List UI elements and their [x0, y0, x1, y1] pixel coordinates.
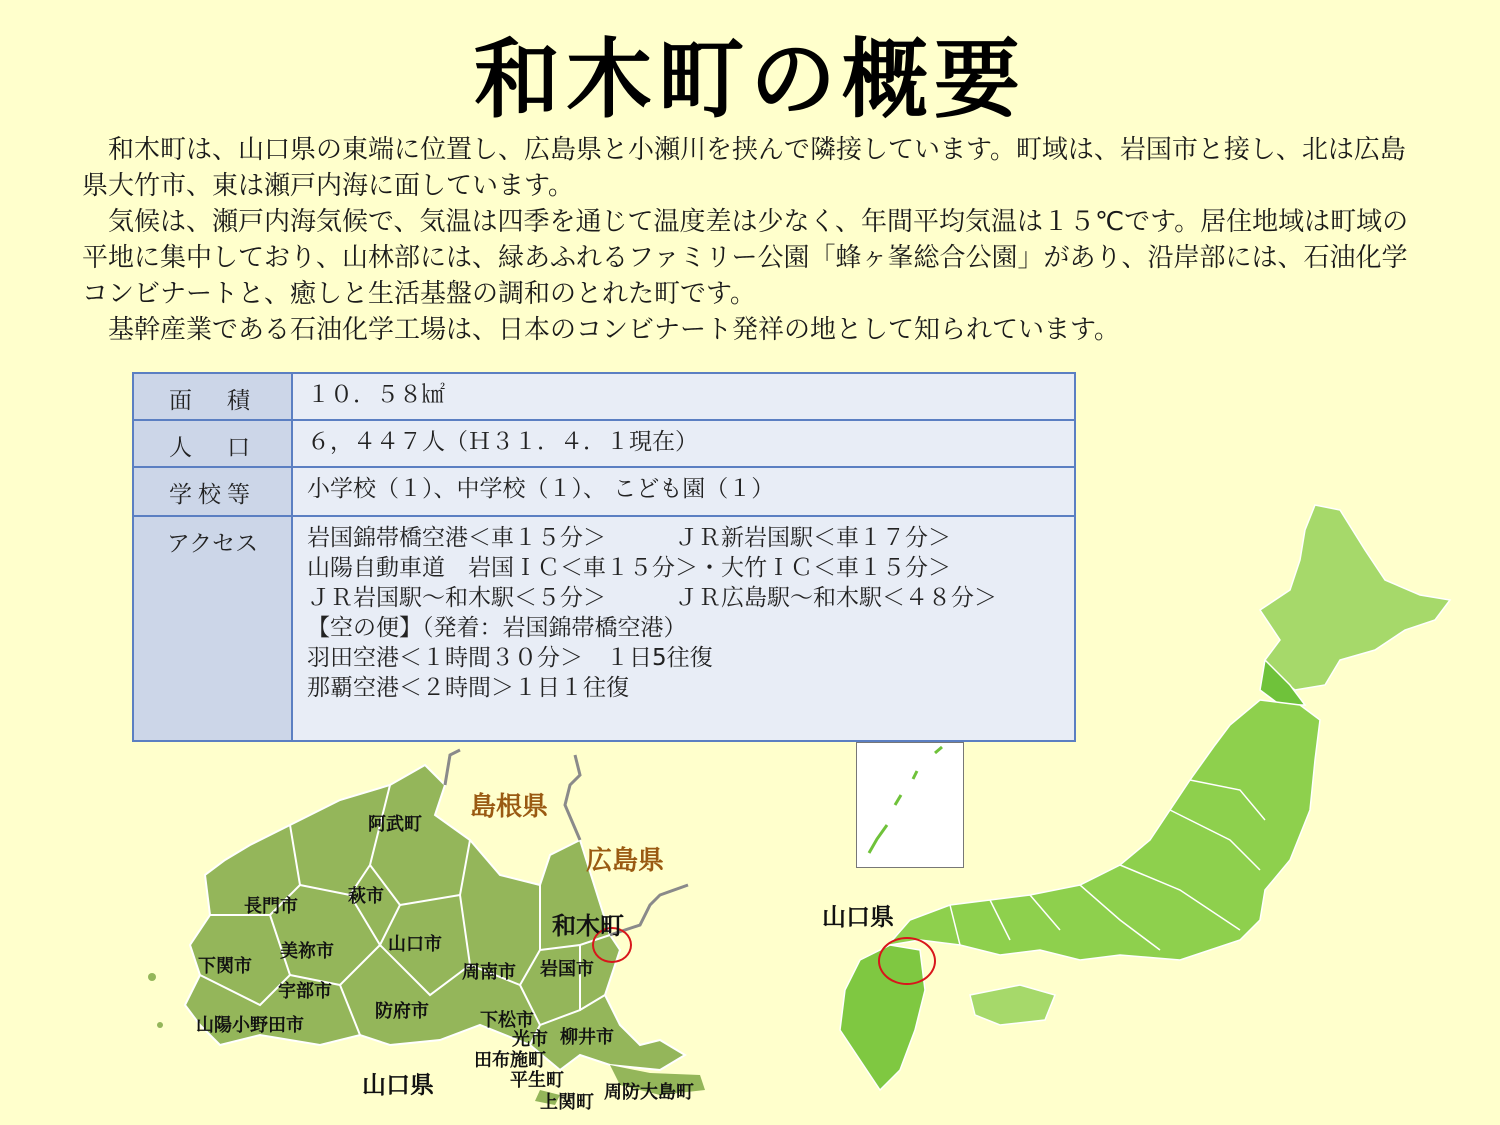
city-label: 山口市	[388, 934, 442, 955]
city-label: 光市	[512, 1029, 548, 1050]
access-label: アクセス	[133, 516, 292, 741]
intro-paragraph-3: 基幹産業である石油化学工場は、日本のコンビナート発祥の地として知られています。	[108, 315, 1120, 345]
hiroshima-label: 広島県	[586, 846, 665, 876]
yamaguchi-label-left: 山口県	[362, 1071, 434, 1099]
city-label: 上関町	[540, 1092, 594, 1113]
access-line: 羽田空港＜１時間３０分＞ １日5往復	[307, 645, 713, 671]
schools-value: 小学校（１）、中学校（１）、 こども園（１）	[292, 467, 1075, 516]
city-label: 長門市	[244, 896, 298, 917]
city-label: 山陽小野田市	[196, 1015, 304, 1036]
area-value: １０．５８㎢	[292, 373, 1075, 420]
intro-paragraph-1: 和木町は、山口県の東端に位置し、広島県と小瀬川を挟んで隣接しています。町域は、岩国市と接し、北は広島県大竹市、東は瀬戸内海に面しています。	[82, 135, 1406, 201]
page-title: 和木町の概要	[474, 30, 1026, 130]
city-label: 田布施町	[474, 1050, 546, 1071]
city-label: 萩市	[348, 886, 384, 907]
city-label: 柳井市	[560, 1027, 614, 1048]
city-label: 岩国市	[540, 959, 594, 980]
access-line: 岩国錦帯橋空港＜車１５分＞ ＪＲ新岩国駅＜車１７分＞	[307, 525, 951, 551]
city-label: 下松市	[480, 1010, 534, 1031]
japan-land	[840, 505, 1450, 1090]
access-line: 【空の便】（発着：岩国錦帯橋空港）	[307, 615, 687, 641]
city-label: 阿武町	[368, 814, 422, 835]
city-label: 宇部市	[278, 981, 332, 1002]
yamaguchi-highlight-circle	[878, 937, 936, 985]
access-line: ＪＲ岩国駅～和木駅＜５分＞ ＪＲ広島駅～和木駅＜４８分＞	[307, 585, 997, 611]
waki-label: 和木町	[552, 912, 624, 940]
city-label: 美祢市	[280, 941, 334, 962]
shimane-label: 島根県	[470, 792, 549, 822]
access-line: 那覇空港＜２時間＞１日１往復	[307, 675, 629, 701]
city-label: 下関市	[198, 956, 252, 977]
table-row-area	[133, 373, 1075, 420]
city-label: 周防大島町	[604, 1082, 694, 1103]
city-label: 周南市	[462, 962, 516, 983]
intro-text	[82, 132, 1427, 348]
city-label: 平生町	[510, 1070, 564, 1091]
population-label: 人 口	[133, 420, 292, 467]
schools-label: 学校等	[133, 467, 292, 516]
access-line: 山陽自動車道 岩国ＩＣ＜車１５分＞・大竹ＩＣ＜車１５分＞	[307, 555, 951, 581]
population-value: ６，４４７人（Ｈ３１．４．１現在）	[292, 420, 1075, 467]
city-label: 防府市	[375, 1001, 429, 1022]
area-label: 面 積	[133, 373, 292, 420]
yamaguchi-label-right: 山口県	[822, 903, 894, 931]
japan-map	[820, 490, 1480, 1110]
table-row-population	[133, 420, 1075, 467]
intro-paragraph-2: 気候は、瀬戸内海気候で、気温は四季を通じて温度差は少なく、年間平均気温は１５℃です。居住地域は町域の平地に集中しており、山林部には、緑あふれるファミリー公園「蜂ヶ峯総合公園」があり、沿岸部には、石油化学コンビナートと、癒しと生活基盤の調和のとれた町です。	[82, 207, 1409, 309]
